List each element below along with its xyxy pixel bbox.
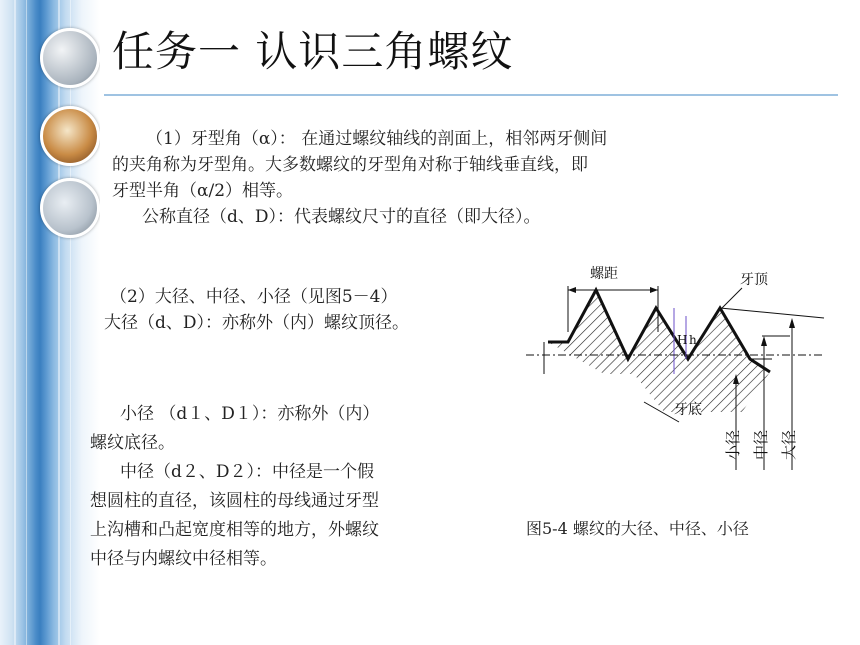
decorative-sidebar <box>0 0 100 645</box>
para2-line1: （2）大径、中径、小径（见图5－4） <box>110 287 398 307</box>
diameters-paragraph <box>104 284 534 336</box>
para3-line2: 螺纹底径。 <box>90 433 175 453</box>
thread-diameter-figure <box>524 262 834 487</box>
minor-diameter-label: 小径 <box>724 429 742 460</box>
crest-label: 牙顶 <box>740 272 768 288</box>
root-label: 牙底 <box>674 402 702 418</box>
para3-line5: 上沟槽和凸起宽度相等的地方，外螺纹 <box>90 520 379 540</box>
figure-caption: 图5-4 螺纹的大径、中径、小径 <box>526 519 749 538</box>
h-label: h <box>689 333 697 347</box>
H-label: H <box>677 333 688 347</box>
thread-hatched-body <box>548 290 770 412</box>
para3-line3: 中径（d２、D２）：中径是一个假 <box>120 462 375 482</box>
walking-people-photo-icon <box>40 178 100 238</box>
para1-line1: （1）牙型角（α）： 在通过螺纹轴线的剖面上，相邻两牙侧间 <box>146 129 608 149</box>
gears-photo-icon <box>40 28 100 88</box>
major-diameter-label: 大径 <box>780 429 798 460</box>
para2-line2: 大径（d、D）：亦称外（内）螺纹顶径。 <box>104 313 410 333</box>
minor-pitch-diameter-paragraph <box>90 400 510 574</box>
para1-line2: 的夹角称为牙型角。大多数螺纹的牙型角对称于轴线垂直线，即 <box>112 155 588 175</box>
pitch-diameter-label: 中径 <box>752 429 770 460</box>
business-people-photo-icon <box>40 106 100 166</box>
para3-line6: 中径与内螺纹中径相等。 <box>90 549 277 569</box>
para1-line3: 牙型半角（α/2）相等。 <box>112 181 294 201</box>
thread-angle-paragraph <box>112 126 812 230</box>
para3-line1: 小径 （d１、D１）：亦称外（内） <box>120 404 380 424</box>
para1-line4: 公称直径（d、D）：代表螺纹尺寸的直径（即大径）。 <box>142 207 541 227</box>
pitch-label: 螺距 <box>590 266 618 282</box>
title-divider <box>104 94 838 96</box>
page-title: 任务一 认识三角螺纹 <box>112 27 514 76</box>
para3-line4: 想圆柱的直径，该圆柱的母线通过牙型 <box>90 491 379 511</box>
